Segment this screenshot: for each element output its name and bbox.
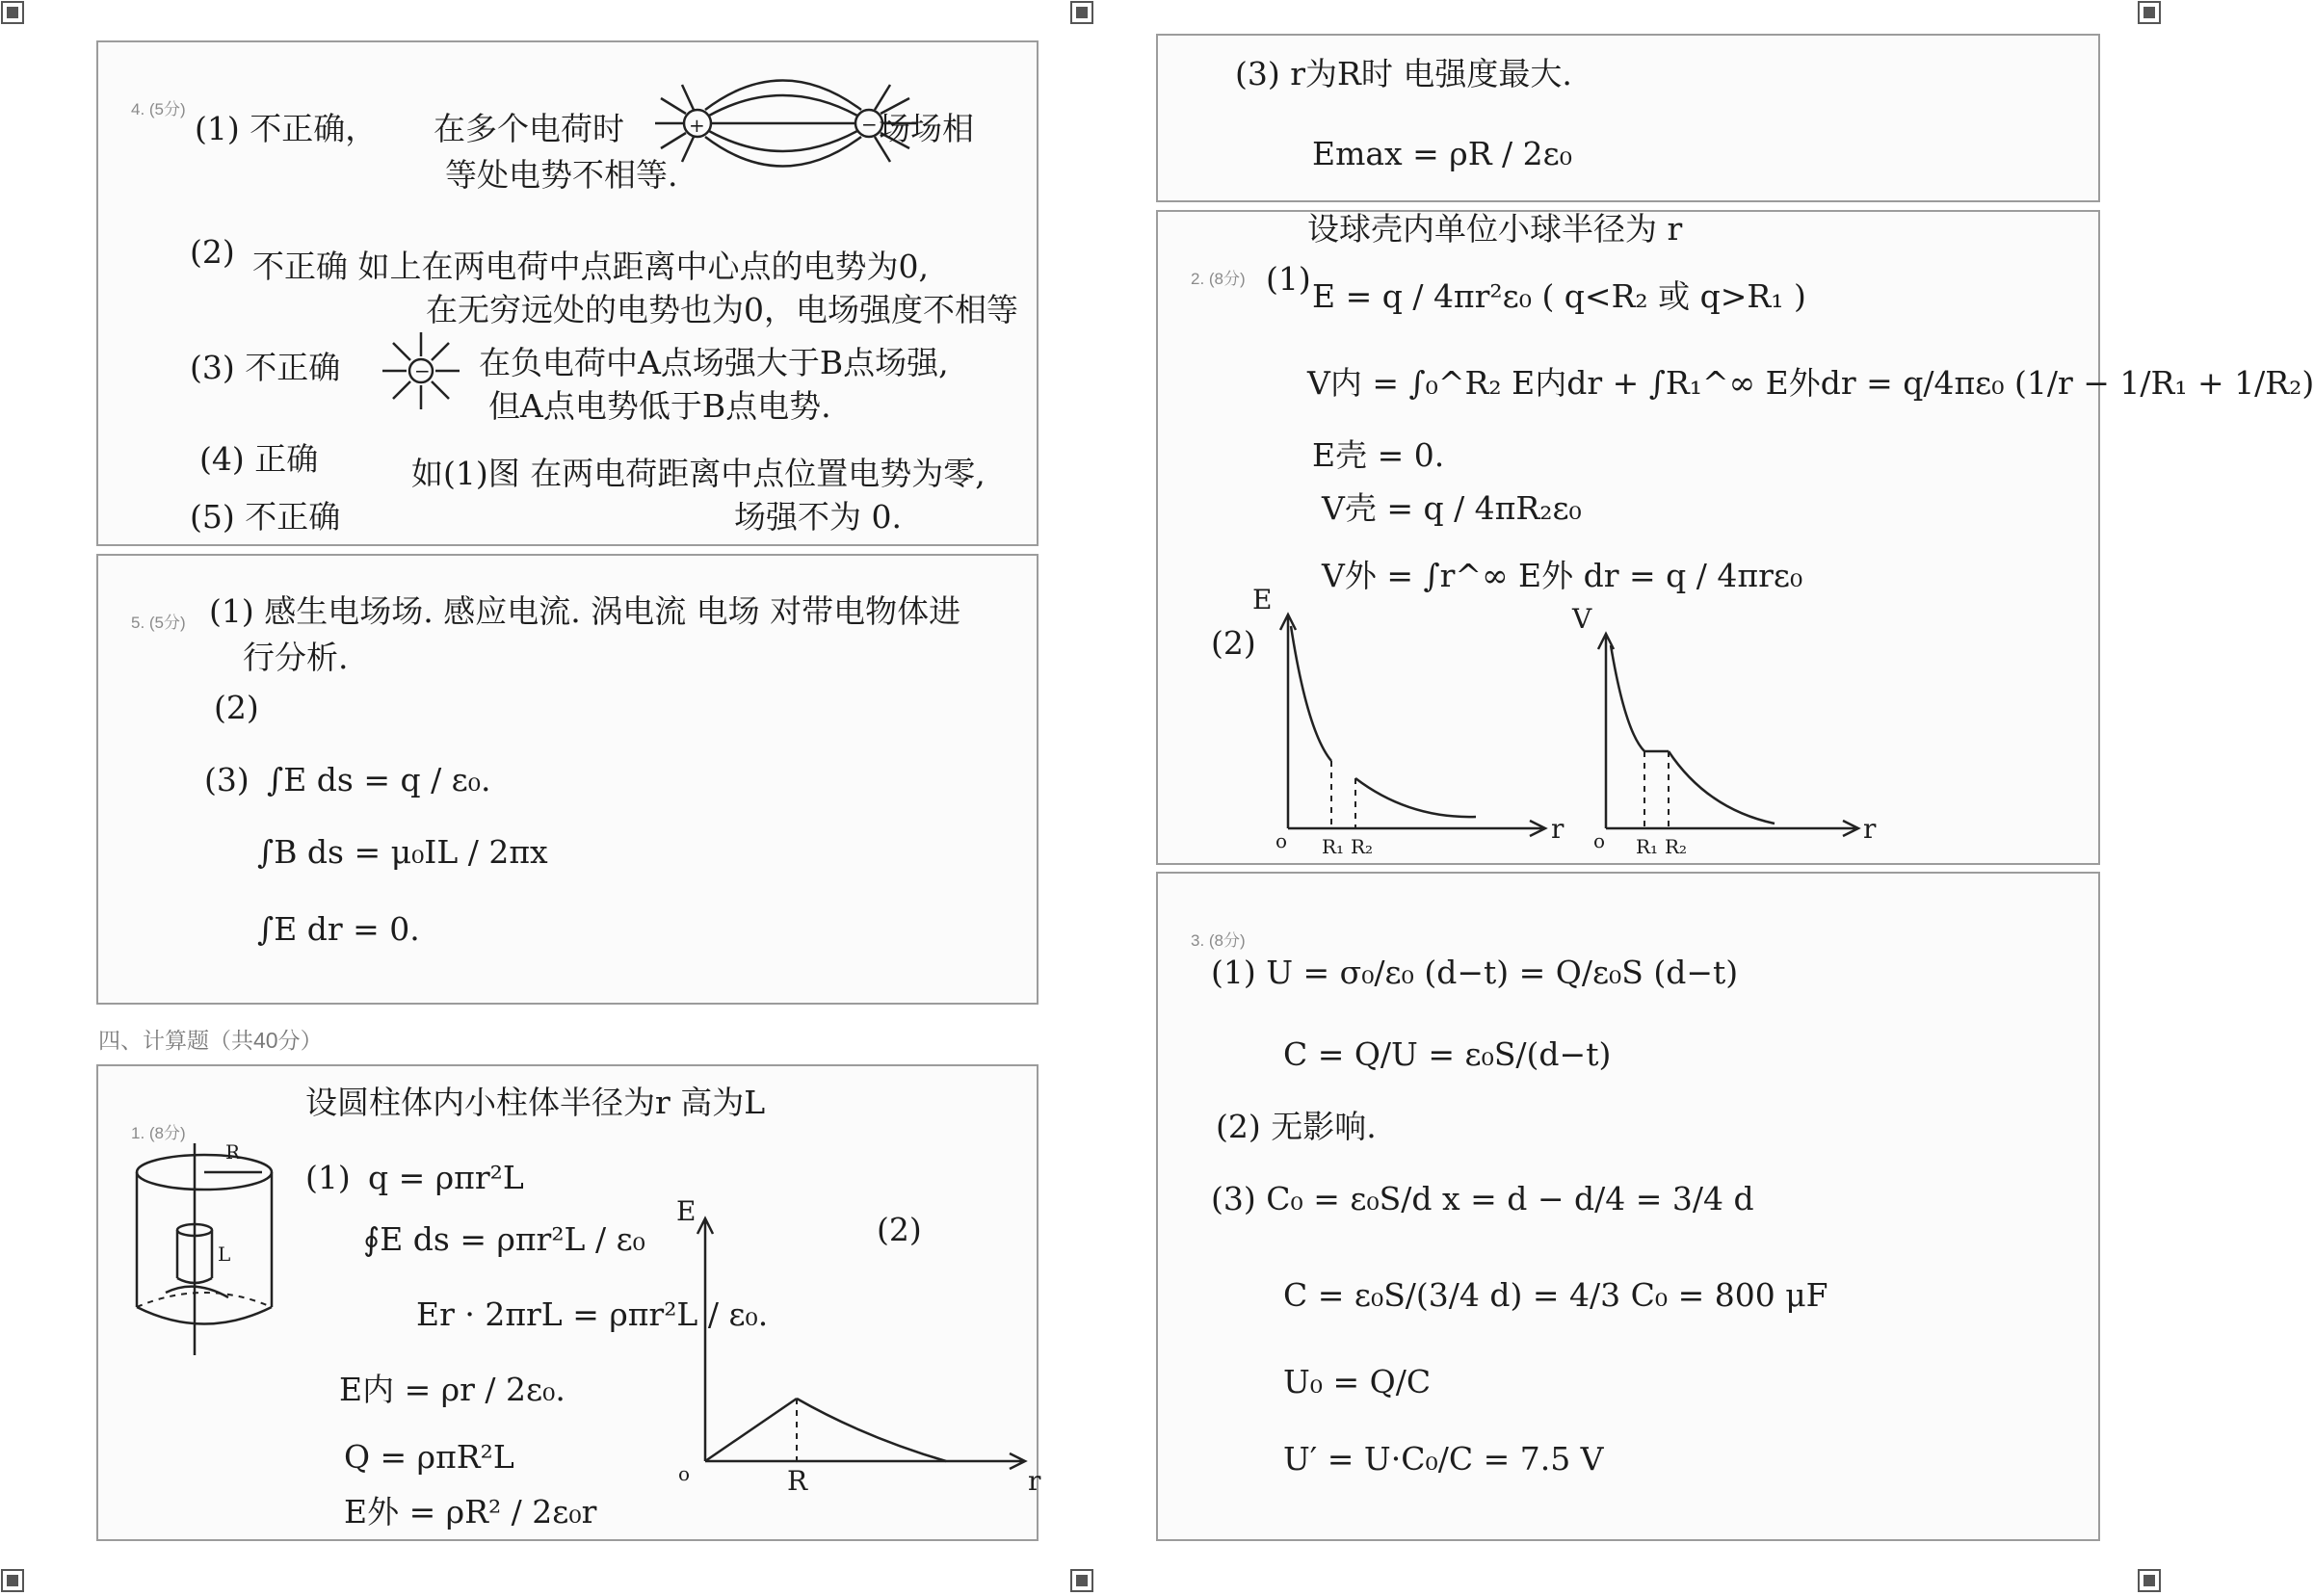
e-r-graph	[657, 1195, 1042, 1497]
answer-line: 设圆柱体内小柱体半径为r 高为L	[305, 1084, 766, 1121]
graph-axis-label: r	[1028, 1465, 1041, 1497]
answer-line: 在无穷远处的电势也为0，电场强度不相等	[426, 291, 1018, 328]
equation-line: E外 = ρR² / 2ε₀r	[344, 1493, 597, 1531]
equation-line: E = q / 4πr²ε₀ ( q<R₂ 或 q>R₁ )	[1312, 277, 1806, 315]
equation-line: Q = ρπR²L	[344, 1438, 514, 1476]
question-number: 3. (8分)	[1191, 931, 1246, 950]
equation-line: V壳 = q / 4πR₂ε₀	[1322, 489, 1582, 527]
question-number: 2. (8分)	[1191, 270, 1246, 288]
answer-line: 场强不为 0.	[734, 498, 902, 536]
svg-text:−: −	[861, 113, 878, 136]
cylinder-height-label: L	[218, 1243, 231, 1266]
answer-line: (3) r为R时 电强度最大.	[1235, 55, 1572, 92]
question-number: 5. (5分)	[131, 614, 186, 632]
equation-line: U′ = U·C₀/C = 7.5 V	[1283, 1440, 1604, 1478]
equation-line: V外 = ∫r^∞ E外 dr = q / 4πrε₀	[1322, 557, 1803, 594]
answer-line: (2) 无影响.	[1216, 1108, 1377, 1145]
graph-tick-label: R₁	[1636, 835, 1659, 858]
equation-line: ∫E dr = 0.	[257, 910, 420, 948]
equation-line: C = ε₀S/(3/4 d) = 4/3 C₀ = 800 μF	[1283, 1276, 1828, 1314]
equation-line: E壳 = 0.	[1312, 436, 1445, 474]
equation-line: (1) U = σ₀/ε₀ (d−t) = Q/ε₀S (d−t)	[1211, 954, 1739, 991]
graph-axis-label: r	[1551, 813, 1565, 845]
answer-line: (3) 不正确	[190, 349, 341, 386]
answer-box-q5[interactable]	[96, 554, 1039, 1005]
question-number: 1. (8分)	[131, 1124, 186, 1142]
scan-corner-mark-icon	[0, 1568, 25, 1593]
graph-origin-label: o	[1593, 829, 1606, 852]
scan-corner-mark-icon	[1069, 1568, 1094, 1593]
scan-corner-mark-icon	[2137, 0, 2162, 25]
answer-line: (2)	[190, 233, 235, 271]
graph-tick-label: R₁	[1322, 835, 1345, 858]
answer-line: 设球壳内单位小球半径为 r	[1307, 210, 1683, 248]
answer-box-calc2[interactable]	[1156, 210, 2314, 865]
answer-line: 行分析.	[243, 639, 349, 676]
answer-line: 等处电势不相等.	[445, 156, 678, 194]
equation-line: E内 = ρr / 2ε₀.	[339, 1371, 565, 1408]
graph-axis-label: E	[1252, 584, 1273, 615]
answer-line: 在多个电荷时	[434, 110, 624, 147]
answer-line: (1) 感生电场场. 感应电流. 涡电流 电场 对带电物体进	[209, 592, 961, 630]
equation-line: ∫B ds = μ₀IL / 2πx	[257, 833, 548, 871]
answer-line: (2)	[877, 1211, 922, 1248]
answer-line: (2)	[214, 689, 259, 726]
answer-line: (5) 不正确	[190, 498, 341, 536]
cylinder-radius-label: R	[225, 1140, 241, 1164]
answer-line: (2)	[1211, 624, 1256, 662]
scan-corner-mark-icon	[0, 0, 25, 25]
graph-origin-label: o	[1275, 829, 1288, 852]
equation-line: ∮E ds = ρπr²L / ε₀	[363, 1220, 645, 1258]
answer-line: (3)	[204, 761, 250, 798]
equation-line: Er · 2πrL = ρπr²L / ε₀.	[416, 1295, 769, 1333]
shell-v-r-graph	[1572, 603, 1880, 858]
negative-charge-field-icon	[378, 327, 464, 414]
question-number: 4. (5分)	[131, 100, 186, 118]
graph-axis-label: r	[1863, 813, 1877, 845]
answer-line: (1) 不正确，	[195, 110, 378, 147]
graph-tick-label: R₂	[1351, 835, 1374, 858]
scan-corner-mark-icon	[2137, 1568, 2162, 1593]
answer-line: 场场相	[879, 110, 974, 147]
answer-line: 在负电荷中A点场强大于B点场强,	[479, 344, 949, 381]
answer-line: (1)	[1266, 260, 1311, 298]
equation-line: V内 = ∫₀^R₂ E内dr + ∫R₁^∞ E外dr = q/4πε₀ (1/r − 1/R₁ + 1/R₂)	[1307, 364, 2314, 402]
answer-box-q4[interactable]	[96, 40, 1039, 546]
cylinder-sketch-icon	[118, 1134, 291, 1355]
answer-line: 但A点电势低于B点电势.	[488, 387, 831, 425]
equation-line: ∫E ds = q / ε₀.	[267, 761, 491, 798]
answer-line: 不正确 如上在两电荷中点距离中心点的电势为0,	[252, 248, 929, 285]
graph-axis-label: E	[676, 1195, 697, 1227]
svg-text:+: +	[689, 114, 705, 137]
scan-corner-mark-icon	[1069, 0, 1094, 25]
answer-box-q3-cont[interactable]	[1156, 34, 2100, 202]
equation-line: U₀ = Q/C	[1283, 1363, 1432, 1400]
equation-line: (3) C₀ = ε₀S/d x = d − d/4 = 3/4 d	[1211, 1180, 1754, 1217]
svg-text:−: −	[414, 359, 431, 382]
equation-line: C = Q/U = ε₀S/(d−t)	[1283, 1035, 1612, 1073]
section-title: 四、计算题（共40分）	[98, 1028, 323, 1053]
equation-line: Emax = ρR / 2ε₀	[1312, 135, 1572, 172]
equation-line: q = ρπr²L	[368, 1159, 524, 1196]
answer-line: 如(1)图 在两电荷距离中点位置电势为零,	[411, 455, 986, 492]
answer-box-calc1[interactable]	[96, 1064, 1039, 1541]
graph-axis-label: V	[1572, 603, 1592, 635]
answer-line: (4) 正确	[199, 440, 319, 478]
graph-tick-label: R	[787, 1465, 808, 1497]
graph-tick-label: R₂	[1665, 835, 1688, 858]
answer-box-calc3[interactable]	[1156, 872, 2100, 1541]
graph-origin-label: o	[678, 1462, 691, 1485]
shell-e-r-graph	[1252, 584, 1572, 858]
answer-line: (1)	[305, 1159, 351, 1196]
